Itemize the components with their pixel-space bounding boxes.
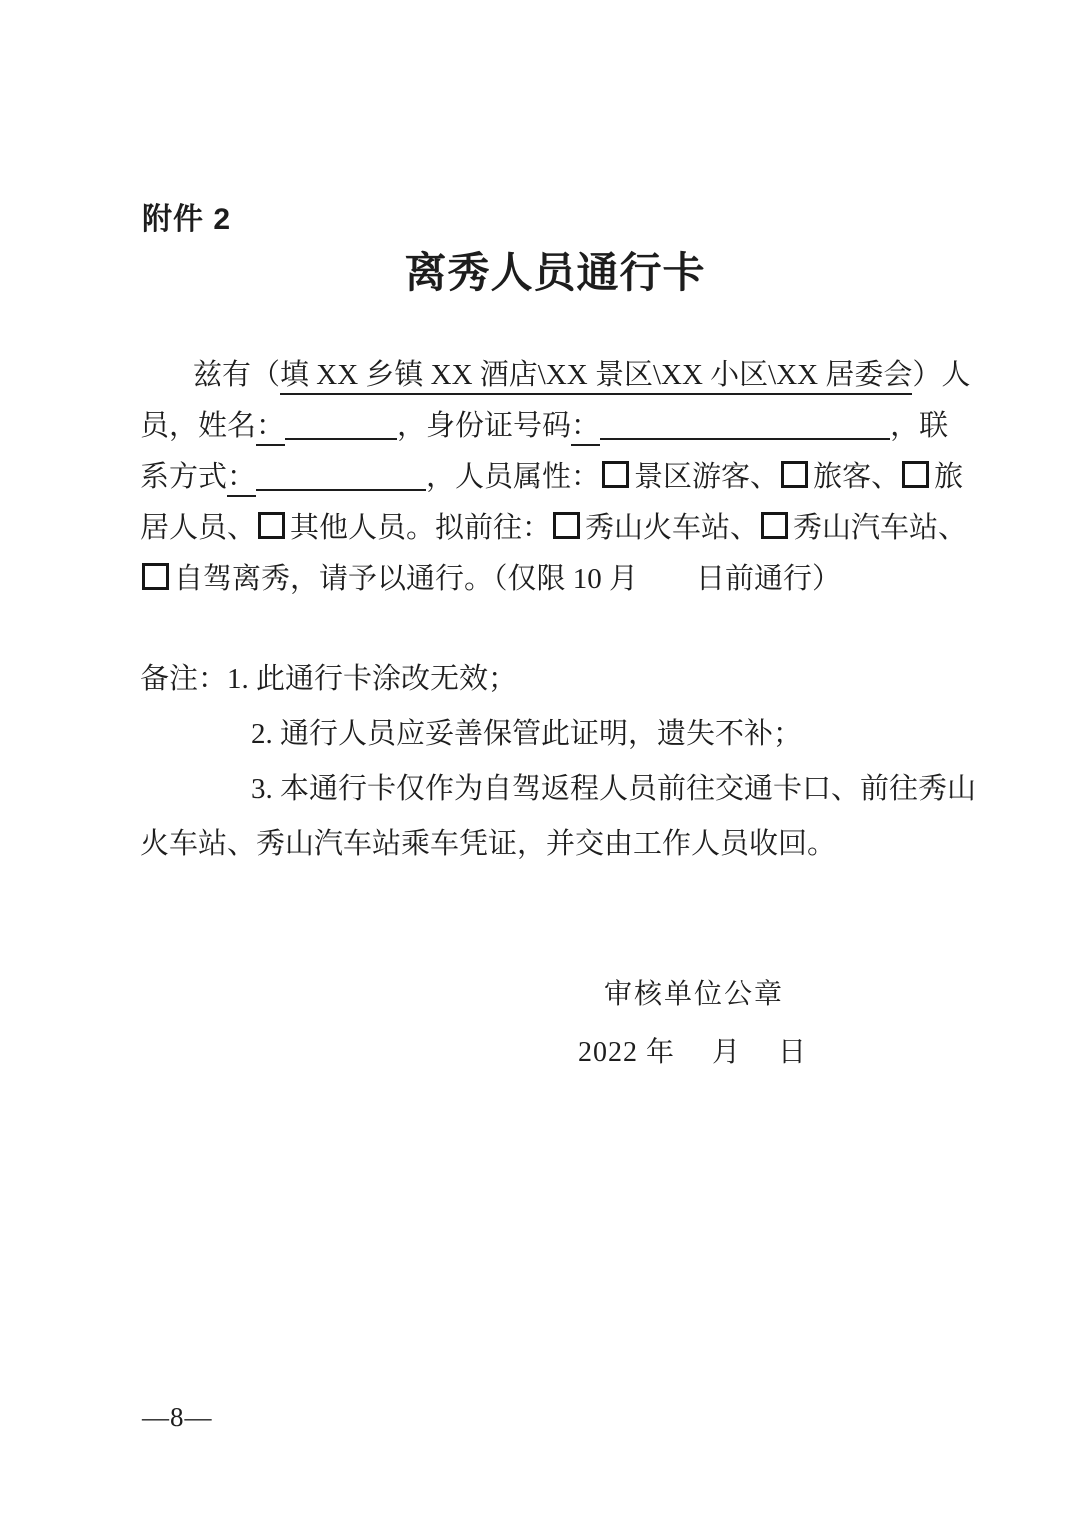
checkbox-icon — [761, 512, 788, 539]
checkbox-icon — [602, 461, 629, 488]
note-line: 备注：1. 此通行卡涂改无效； — [140, 663, 518, 695]
text-run: 景区游客、 — [634, 461, 780, 493]
underlined-text: 填 XX 乡镇 XX 酒店\XX 景区\XX 小区\XX 居委会 — [280, 359, 912, 395]
attachment-label: 附件 2 — [142, 203, 232, 236]
note-line: 火车站、秀山汽车站乘车凭证，并交由工作人员收回。 — [140, 828, 837, 860]
page-number: —8— — [142, 1402, 213, 1432]
stamp-caption: 审核单位公章 — [604, 979, 785, 1010]
text-run: 员，姓名 — [140, 410, 257, 442]
underlined-text: ： — [256, 410, 285, 446]
notes-section — [140, 652, 977, 872]
text-run: 兹有（ — [193, 359, 281, 391]
text-run: ）人 — [912, 359, 971, 391]
date-line: 2022 年 月 日 — [578, 1037, 808, 1068]
text-run: 秀山汽车站、 — [793, 512, 968, 544]
note-line: 2. 通行人员应妥善保管此证明，遗失不补； — [251, 718, 803, 750]
checkbox-icon — [781, 461, 808, 488]
checkbox-icon — [553, 512, 580, 539]
fill-in-blank — [600, 438, 890, 440]
text-run: 秀山火车站、 — [585, 512, 760, 544]
text-run: 其他人员。拟前往： — [290, 512, 552, 544]
text-run: ，联 — [890, 410, 949, 442]
checkbox-icon — [258, 512, 285, 539]
checkbox-icon — [142, 563, 169, 590]
body-line — [140, 350, 970, 401]
body-line — [140, 401, 970, 452]
body-paragraph — [140, 350, 970, 605]
text-run: ，人员属性： — [426, 461, 601, 493]
checkbox-icon — [902, 461, 929, 488]
text-run: 旅 — [934, 461, 964, 493]
text-run: 居人员、 — [140, 512, 257, 544]
text-run: 系方式 — [140, 461, 228, 493]
fill-in-blank — [285, 438, 397, 440]
text-run: ，身份证号码 — [397, 410, 572, 442]
underlined-text: ： — [227, 461, 256, 497]
body-line — [140, 503, 970, 554]
note-line: 3. 本通行卡仅作为自驾返程人员前往交通卡口、前往秀山 — [251, 773, 977, 805]
body-line — [140, 554, 970, 605]
text-run: 自驾离秀，请予以通行。（仅限 10 月 日前通行） — [174, 563, 842, 595]
underlined-text: ： — [571, 410, 600, 446]
body-line — [140, 452, 970, 503]
document-title: 离秀人员通行卡 — [404, 249, 706, 296]
fill-in-blank — [256, 489, 426, 491]
text-run: 旅客、 — [813, 461, 901, 493]
